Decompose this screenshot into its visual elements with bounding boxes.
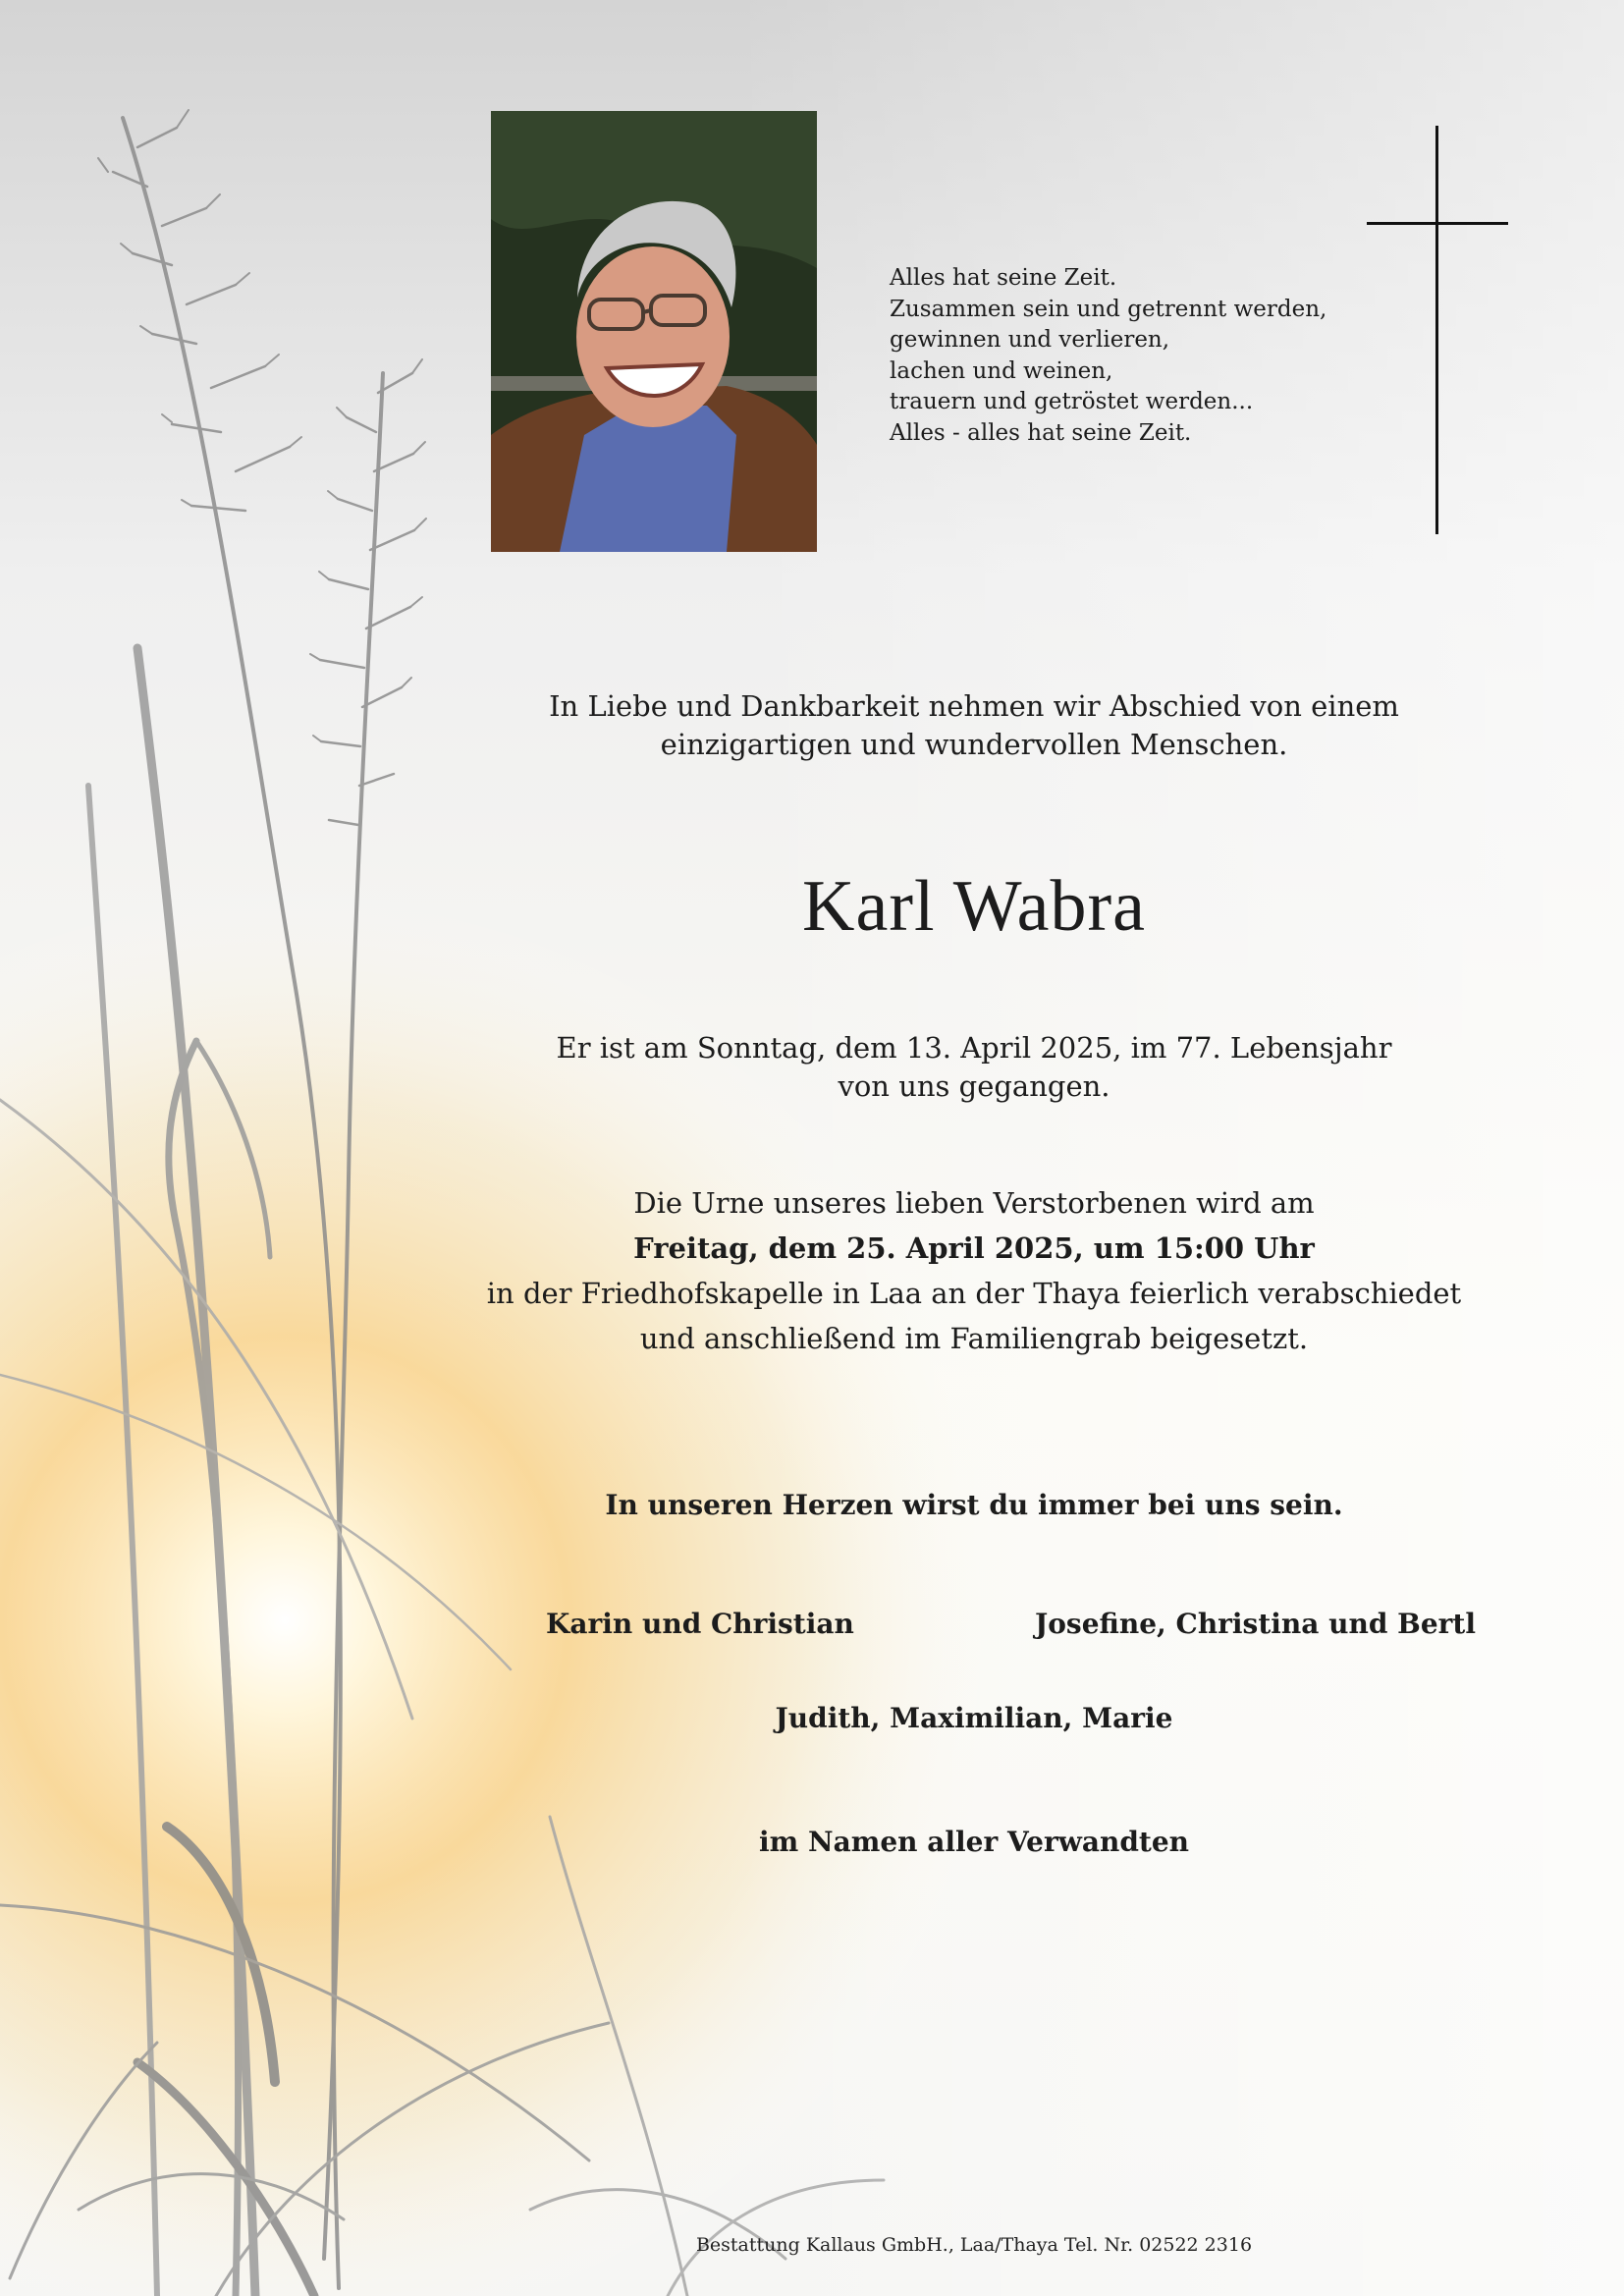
intro-line-2: einzigartigen und wundervollen Menschen.	[660, 728, 1288, 761]
intro-line-1: In Liebe und Dankbarkeit nehmen wir Abschied von einem	[549, 689, 1399, 723]
poem	[890, 263, 1400, 449]
closing-line: In unseren Herzen wirst du immer bei uns sein.	[605, 1489, 1343, 1521]
poem-line: trauern und getröstet werden...	[890, 389, 1254, 414]
poem-line: lachen und weinen,	[890, 357, 1113, 384]
death-notice-line-2: von uns gegangen.	[838, 1069, 1110, 1103]
intro-text	[0, 687, 1624, 764]
funeral-line-1: Die Urne unseres lieben Verstorbenen wird am	[633, 1186, 1315, 1220]
portrait-photo	[491, 111, 817, 552]
poem-line: Alles hat seine Zeit.	[890, 265, 1117, 291]
funeral-date: Freitag, dem 25. April 2025, um 15:00 Uhr	[633, 1231, 1315, 1265]
poem-line: Zusammen sein und getrennt werden,	[890, 296, 1327, 322]
mourner-group-right: Josefine, Christina und Bertl	[1035, 1608, 1476, 1640]
poem-line: Alles - alles hat seine Zeit.	[890, 419, 1192, 446]
deceased-name: Karl Wabra	[802, 866, 1146, 947]
mourner-group-middle: Judith, Maximilian, Marie	[775, 1702, 1173, 1734]
poem-line: gewinnen und verlieren,	[890, 327, 1170, 353]
funeral-details	[0, 1180, 1624, 1361]
undertaker-footer: Bestattung Kallaus GmbH., Laa/Thaya Tel. Nr. 02522 2316	[695, 2234, 1253, 2256]
relatives-line: im Namen aller Verwandten	[758, 1826, 1190, 1858]
mourner-group-left: Karin und Christian	[546, 1608, 854, 1640]
funeral-line-4: und anschließend im Familiengrab beigesetzt.	[639, 1322, 1309, 1355]
death-notice	[0, 1029, 1624, 1106]
cross-icon	[1367, 126, 1508, 534]
funeral-line-3: in der Friedhofskapelle in Laa an der Thaya feierlich verabschiedet	[486, 1277, 1462, 1310]
death-notice-line-1: Er ist am Sonntag, dem 13. April 2025, im 77. Lebensjahr	[556, 1031, 1392, 1065]
